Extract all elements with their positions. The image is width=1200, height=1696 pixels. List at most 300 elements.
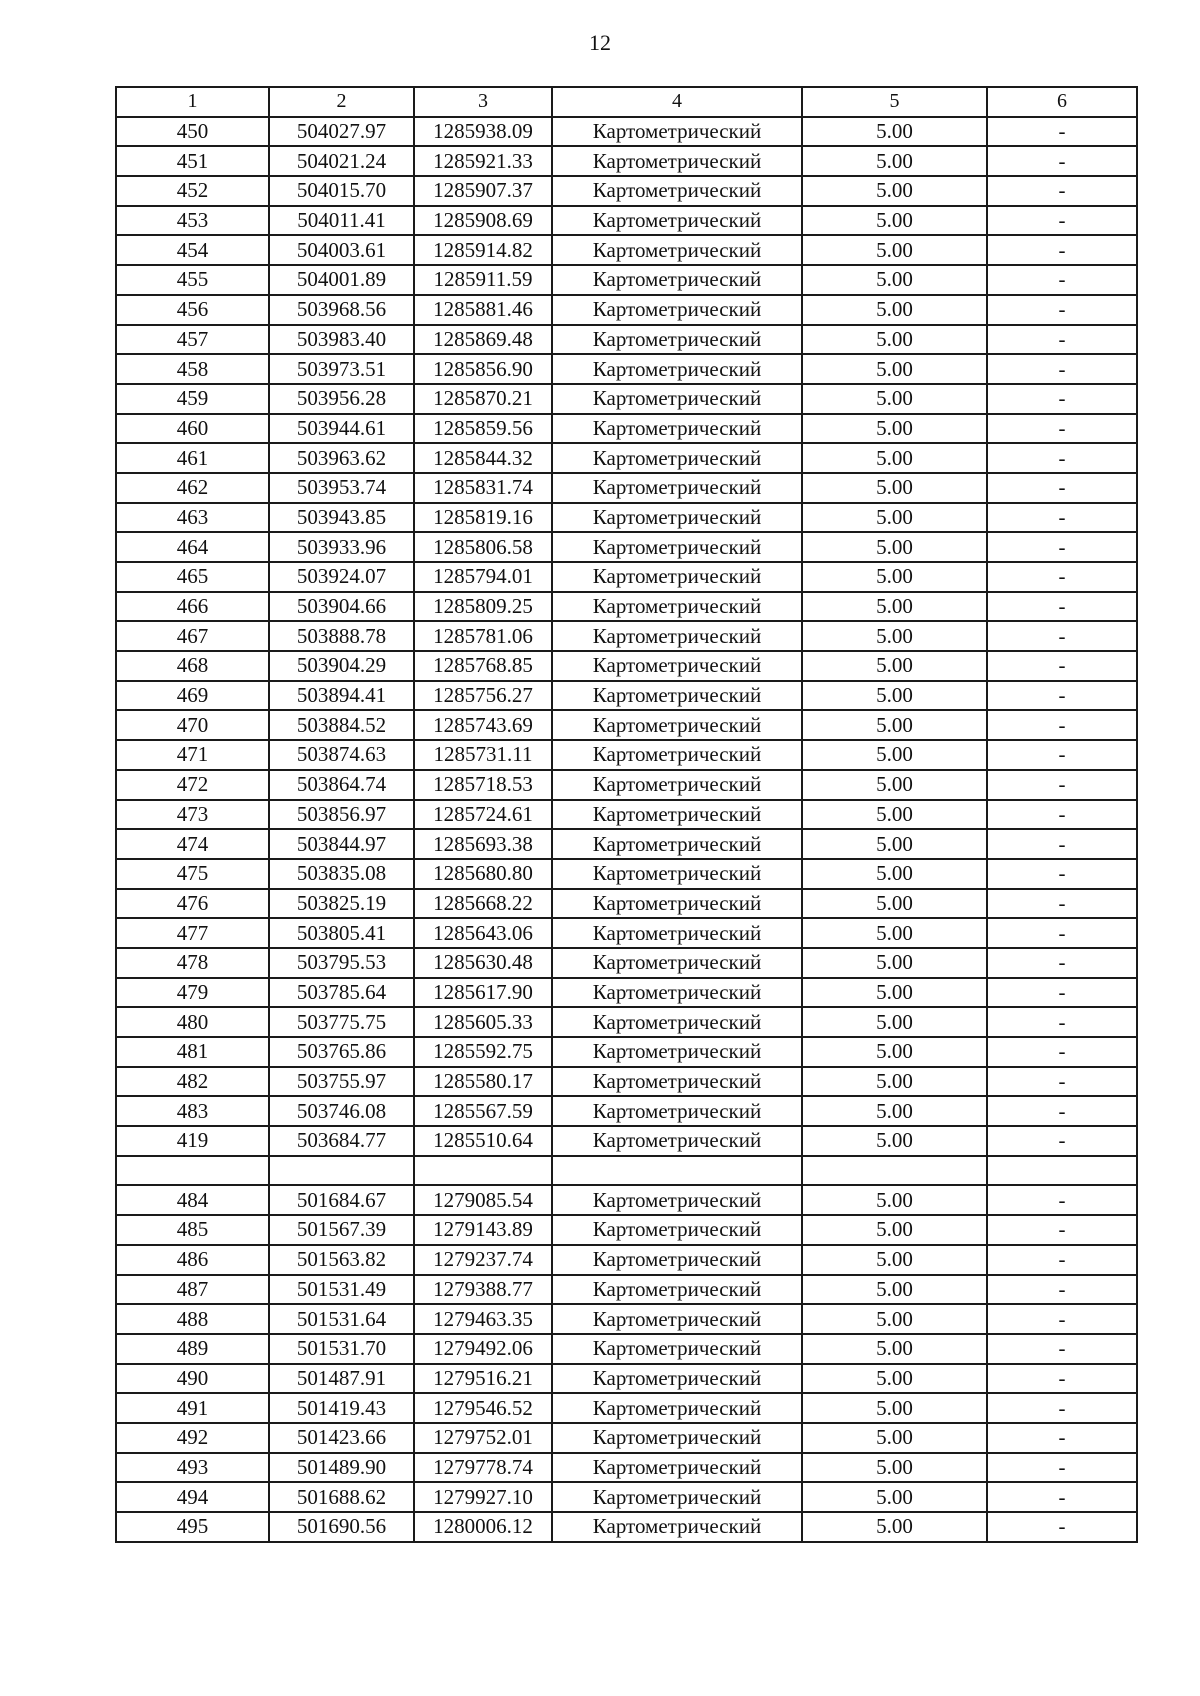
point-number-cell: 494 [116,1482,269,1512]
table-row [116,1185,1137,1215]
x-coordinate-cell: 503973.51 [269,354,414,384]
y-coordinate-cell: 1279237.74 [414,1245,552,1275]
y-coordinate-cell: 1285668.22 [414,889,552,919]
method-cell: Картометрический [552,770,802,800]
description-cell: - [987,1185,1137,1215]
accuracy-cell: 5.00 [802,384,987,414]
point-number-cell: 476 [116,889,269,919]
accuracy-cell: 5.00 [802,1304,987,1334]
table-row [116,1304,1137,1334]
point-number-cell: 472 [116,770,269,800]
method-cell: Картометрический [552,948,802,978]
method-cell: Картометрический [552,1482,802,1512]
x-coordinate-cell: 503888.78 [269,621,414,651]
accuracy-cell: 5.00 [802,1037,987,1067]
x-coordinate-cell: 504011.41 [269,206,414,236]
accuracy-cell: 5.00 [802,1126,987,1156]
accuracy-cell: 5.00 [802,206,987,236]
method-cell: Картометрический [552,1007,802,1037]
description-cell: - [987,1275,1137,1305]
table-row [116,770,1137,800]
point-number-cell: 459 [116,384,269,414]
x-coordinate-cell: 501531.64 [269,1304,414,1334]
table-row [116,918,1137,948]
method-cell: Картометрический [552,918,802,948]
method-cell: Картометрический [552,1096,802,1126]
x-coordinate-cell: 503785.64 [269,978,414,1008]
point-number-cell: 477 [116,918,269,948]
accuracy-cell: 5.00 [802,592,987,622]
x-coordinate-cell: 503933.96 [269,532,414,562]
method-cell: Картометрический [552,1245,802,1275]
x-coordinate-cell: 503944.61 [269,414,414,444]
method-cell: Картометрический [552,235,802,265]
point-number-cell: 488 [116,1304,269,1334]
table-row [116,1275,1137,1305]
table-row [116,859,1137,889]
table-row [116,1215,1137,1245]
description-cell: - [987,1215,1137,1245]
table-row [116,443,1137,473]
description-cell: - [987,651,1137,681]
accuracy-cell: 5.00 [802,978,987,1008]
description-cell: - [987,829,1137,859]
description-cell: - [987,1453,1137,1483]
y-coordinate-cell: 1285731.11 [414,740,552,770]
accuracy-cell: 5.00 [802,1334,987,1364]
description-cell: - [987,354,1137,384]
description-cell: - [987,384,1137,414]
table-row [116,1096,1137,1126]
y-coordinate-cell: 1285768.85 [414,651,552,681]
point-number-cell: 479 [116,978,269,1008]
page-number: 12 [589,30,611,55]
x-coordinate-cell: 501688.62 [269,1482,414,1512]
point-number-cell: 467 [116,621,269,651]
description-cell: - [987,1007,1137,1037]
method-cell: Картометрический [552,1037,802,1067]
y-coordinate-cell: 1285819.16 [414,503,552,533]
description-cell: - [987,621,1137,651]
x-coordinate-cell: 503825.19 [269,889,414,919]
x-coordinate-cell: 501489.90 [269,1453,414,1483]
point-number-cell: 450 [116,117,269,147]
x-coordinate-cell: 503953.74 [269,473,414,503]
accuracy-cell: 5.00 [802,146,987,176]
point-number-cell: 478 [116,948,269,978]
method-cell: Картометрический [552,1393,802,1423]
y-coordinate-cell: 1285844.32 [414,443,552,473]
y-coordinate-cell: 1279463.35 [414,1304,552,1334]
method-cell: Картометрический [552,1185,802,1215]
description-cell: - [987,1393,1137,1423]
description-cell: - [987,206,1137,236]
y-coordinate-cell: 1285756.27 [414,681,552,711]
point-number-cell: 452 [116,176,269,206]
method-cell: Картометрический [552,651,802,681]
description-cell: - [987,1037,1137,1067]
method-cell: Картометрический [552,414,802,444]
y-coordinate-cell: 1285617.90 [414,978,552,1008]
accuracy-cell: 5.00 [802,265,987,295]
accuracy-cell: 5.00 [802,681,987,711]
accuracy-cell: 5.00 [802,1423,987,1453]
description-cell: - [987,918,1137,948]
table-row [116,235,1137,265]
accuracy-cell: 5.00 [802,770,987,800]
point-number-cell: 485 [116,1215,269,1245]
x-coordinate-cell: 501423.66 [269,1423,414,1453]
x-coordinate-cell: 504021.24 [269,146,414,176]
table-row [116,176,1137,206]
method-cell: Картометрический [552,1275,802,1305]
method-cell: Картометрический [552,681,802,711]
description-cell: - [987,235,1137,265]
method-cell: Картометрический [552,295,802,325]
method-cell: Картометрический [552,443,802,473]
y-coordinate-cell: 1285870.21 [414,384,552,414]
table-row [116,621,1137,651]
description-cell: - [987,1067,1137,1097]
point-number-cell: 451 [116,146,269,176]
description-cell [987,1156,1137,1186]
description-cell: - [987,1334,1137,1364]
description-cell: - [987,176,1137,206]
y-coordinate-cell: 1285914.82 [414,235,552,265]
point-number-cell: 419 [116,1126,269,1156]
point-number-cell: 475 [116,859,269,889]
accuracy-cell: 5.00 [802,1215,987,1245]
x-coordinate-cell: 503856.97 [269,800,414,830]
method-cell: Картометрический [552,592,802,622]
description-cell: - [987,1512,1137,1542]
description-cell: - [987,710,1137,740]
table-row [116,1245,1137,1275]
y-coordinate-cell: 1285809.25 [414,592,552,622]
y-coordinate-cell: 1285806.58 [414,532,552,562]
table-row [116,1334,1137,1364]
x-coordinate-cell: 503983.40 [269,325,414,355]
x-coordinate-cell [269,1156,414,1186]
y-coordinate-cell: 1280006.12 [414,1512,552,1542]
table-row [116,325,1137,355]
accuracy-cell: 5.00 [802,859,987,889]
table-row [116,384,1137,414]
description-cell: - [987,117,1137,147]
point-number-cell: 490 [116,1364,269,1394]
y-coordinate-cell: 1285724.61 [414,800,552,830]
point-number-cell: 455 [116,265,269,295]
accuracy-cell: 5.00 [802,621,987,651]
accuracy-cell: 5.00 [802,503,987,533]
method-cell: Картометрический [552,740,802,770]
method-cell: Картометрический [552,978,802,1008]
y-coordinate-cell: 1285911.59 [414,265,552,295]
table-row [116,1126,1137,1156]
point-number-cell: 469 [116,681,269,711]
point-number-cell: 470 [116,710,269,740]
description-cell: - [987,740,1137,770]
x-coordinate-cell: 503924.07 [269,562,414,592]
method-cell: Картометрический [552,532,802,562]
description-cell: - [987,532,1137,562]
point-number-cell: 453 [116,206,269,236]
description-cell: - [987,681,1137,711]
y-coordinate-cell: 1279927.10 [414,1482,552,1512]
x-coordinate-cell: 503963.62 [269,443,414,473]
accuracy-cell: 5.00 [802,443,987,473]
accuracy-cell: 5.00 [802,354,987,384]
y-coordinate-cell: 1285643.06 [414,918,552,948]
method-cell: Картометрический [552,1067,802,1097]
table-row [116,592,1137,622]
table-row [116,800,1137,830]
point-number-cell: 480 [116,1007,269,1037]
x-coordinate-cell: 501531.70 [269,1334,414,1364]
x-coordinate-cell: 501690.56 [269,1512,414,1542]
accuracy-cell: 5.00 [802,1482,987,1512]
description-cell: - [987,889,1137,919]
x-coordinate-cell: 503755.97 [269,1067,414,1097]
accuracy-cell: 5.00 [802,1275,987,1305]
y-coordinate-cell: 1285680.80 [414,859,552,889]
x-coordinate-cell: 503943.85 [269,503,414,533]
table-row [116,1364,1137,1394]
x-coordinate-cell: 501563.82 [269,1245,414,1275]
accuracy-cell: 5.00 [802,710,987,740]
point-number-cell: 463 [116,503,269,533]
point-number-cell: 474 [116,829,269,859]
method-cell: Картометрический [552,710,802,740]
point-number-cell: 482 [116,1067,269,1097]
point-number-cell: 456 [116,295,269,325]
y-coordinate-cell: 1285630.48 [414,948,552,978]
table-row [116,146,1137,176]
method-cell [552,1156,802,1186]
accuracy-cell: 5.00 [802,1007,987,1037]
accuracy-cell: 5.00 [802,235,987,265]
description-cell: - [987,978,1137,1008]
table-row [116,295,1137,325]
y-coordinate-cell: 1279516.21 [414,1364,552,1394]
accuracy-cell: 5.00 [802,532,987,562]
table-row [116,117,1137,147]
column-header: 6 [987,87,1137,117]
table-row [116,265,1137,295]
y-coordinate-cell: 1279492.06 [414,1334,552,1364]
x-coordinate-cell: 504015.70 [269,176,414,206]
point-number-cell [116,1156,269,1186]
y-coordinate-cell: 1285592.75 [414,1037,552,1067]
description-cell: - [987,443,1137,473]
y-coordinate-cell: 1285567.59 [414,1096,552,1126]
accuracy-cell: 5.00 [802,473,987,503]
point-number-cell: 462 [116,473,269,503]
x-coordinate-cell: 504027.97 [269,117,414,147]
method-cell: Картометрический [552,206,802,236]
accuracy-cell: 5.00 [802,1512,987,1542]
x-coordinate-cell: 503805.41 [269,918,414,948]
y-coordinate-cell: 1285718.53 [414,770,552,800]
table-row [116,473,1137,503]
accuracy-cell: 5.00 [802,1067,987,1097]
x-coordinate-cell: 504001.89 [269,265,414,295]
method-cell: Картометрический [552,325,802,355]
method-cell: Картометрический [552,1304,802,1334]
description-cell: - [987,800,1137,830]
accuracy-cell [802,1156,987,1186]
table-row [116,354,1137,384]
x-coordinate-cell: 503864.74 [269,770,414,800]
x-coordinate-cell: 503835.08 [269,859,414,889]
description-cell: - [987,295,1137,325]
method-cell: Картометрический [552,1453,802,1483]
point-number-cell: 464 [116,532,269,562]
method-cell: Картометрический [552,800,802,830]
description-cell: - [987,325,1137,355]
coordinates-table [115,86,1138,1543]
point-number-cell: 461 [116,443,269,473]
point-number-cell: 473 [116,800,269,830]
method-cell: Картометрический [552,1334,802,1364]
y-coordinate-cell: 1285921.33 [414,146,552,176]
x-coordinate-cell: 503844.97 [269,829,414,859]
x-coordinate-cell: 503884.52 [269,710,414,740]
method-cell: Картометрический [552,562,802,592]
x-coordinate-cell: 503874.63 [269,740,414,770]
description-cell: - [987,265,1137,295]
x-coordinate-cell: 501419.43 [269,1393,414,1423]
column-header: 3 [414,87,552,117]
table-row [116,651,1137,681]
x-coordinate-cell: 503904.66 [269,592,414,622]
method-cell: Картометрический [552,1215,802,1245]
accuracy-cell: 5.00 [802,918,987,948]
y-coordinate-cell: 1279085.54 [414,1185,552,1215]
x-coordinate-cell: 501684.67 [269,1185,414,1215]
point-number-cell: 454 [116,235,269,265]
table-row [116,1393,1137,1423]
method-cell: Картометрический [552,384,802,414]
point-number-cell: 481 [116,1037,269,1067]
description-cell: - [987,592,1137,622]
table-row [116,978,1137,1008]
x-coordinate-cell: 503684.77 [269,1126,414,1156]
method-cell: Картометрический [552,621,802,651]
y-coordinate-cell: 1285510.64 [414,1126,552,1156]
accuracy-cell: 5.00 [802,651,987,681]
method-cell: Картометрический [552,265,802,295]
description-cell: - [987,473,1137,503]
x-coordinate-cell: 503775.75 [269,1007,414,1037]
point-number-cell: 489 [116,1334,269,1364]
method-cell: Картометрический [552,146,802,176]
method-cell: Картометрический [552,1423,802,1453]
point-number-cell: 457 [116,325,269,355]
x-coordinate-cell: 503765.86 [269,1037,414,1067]
method-cell: Картометрический [552,1364,802,1394]
description-cell: - [987,1364,1137,1394]
x-coordinate-cell: 503968.56 [269,295,414,325]
point-number-cell: 492 [116,1423,269,1453]
accuracy-cell: 5.00 [802,1393,987,1423]
y-coordinate-cell: 1285856.90 [414,354,552,384]
y-coordinate-cell: 1285580.17 [414,1067,552,1097]
point-number-cell: 486 [116,1245,269,1275]
method-cell: Картометрический [552,354,802,384]
table-row [116,889,1137,919]
description-cell: - [987,1304,1137,1334]
table-row [116,206,1137,236]
table-row [116,1037,1137,1067]
table-body [116,117,1137,1542]
x-coordinate-cell: 503746.08 [269,1096,414,1126]
table-row [116,1453,1137,1483]
table-row [116,414,1137,444]
accuracy-cell: 5.00 [802,800,987,830]
accuracy-cell: 5.00 [802,117,987,147]
y-coordinate-cell: 1285743.69 [414,710,552,740]
table-row [116,740,1137,770]
accuracy-cell: 5.00 [802,948,987,978]
method-cell: Картометрический [552,1126,802,1156]
description-cell: - [987,414,1137,444]
point-number-cell: 483 [116,1096,269,1126]
y-coordinate-cell: 1285938.09 [414,117,552,147]
y-coordinate-cell: 1279778.74 [414,1453,552,1483]
table-row [116,681,1137,711]
description-cell: - [987,1423,1137,1453]
point-number-cell: 468 [116,651,269,681]
accuracy-cell: 5.00 [802,889,987,919]
point-number-cell: 487 [116,1275,269,1305]
accuracy-cell: 5.00 [802,1185,987,1215]
method-cell: Картометрический [552,473,802,503]
point-number-cell: 495 [116,1512,269,1542]
column-header: 1 [116,87,269,117]
point-number-cell: 458 [116,354,269,384]
y-coordinate-cell: 1285605.33 [414,1007,552,1037]
method-cell: Картометрический [552,859,802,889]
description-cell: - [987,948,1137,978]
x-coordinate-cell: 501531.49 [269,1275,414,1305]
point-number-cell: 465 [116,562,269,592]
x-coordinate-cell: 501567.39 [269,1215,414,1245]
description-cell: - [987,1126,1137,1156]
method-cell: Картометрический [552,117,802,147]
y-coordinate-cell: 1285831.74 [414,473,552,503]
table-row [116,562,1137,592]
accuracy-cell: 5.00 [802,1245,987,1275]
accuracy-cell: 5.00 [802,1096,987,1126]
accuracy-cell: 5.00 [802,295,987,325]
accuracy-cell: 5.00 [802,1364,987,1394]
column-header: 4 [552,87,802,117]
y-coordinate-cell: 1285794.01 [414,562,552,592]
y-coordinate-cell: 1285907.37 [414,176,552,206]
x-coordinate-cell: 503795.53 [269,948,414,978]
table-row [116,532,1137,562]
accuracy-cell: 5.00 [802,1453,987,1483]
point-number-cell: 484 [116,1185,269,1215]
description-cell: - [987,859,1137,889]
description-cell: - [987,1096,1137,1126]
column-header: 2 [269,87,414,117]
method-cell: Картометрический [552,1512,802,1542]
y-coordinate-cell: 1285859.56 [414,414,552,444]
accuracy-cell: 5.00 [802,325,987,355]
table-row [116,1007,1137,1037]
